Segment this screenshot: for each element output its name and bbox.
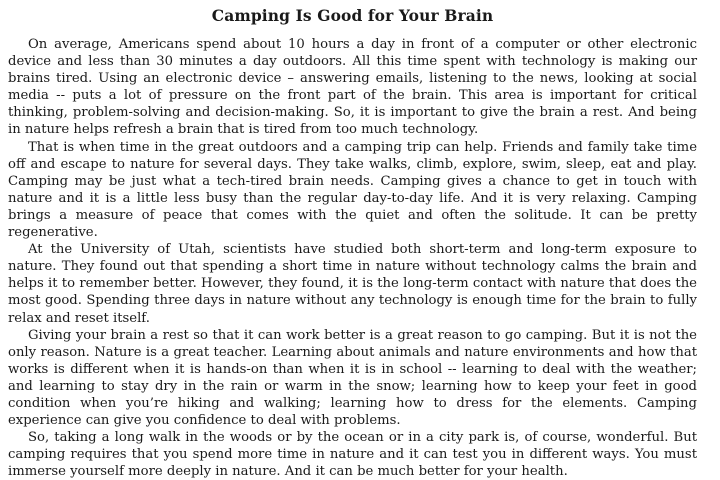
paragraph-2: That is when time in the great outdoors and a camping trip can help. Friends and family take time off and escape to nature for several days. They take walks, climb, explore, swim, sleep, eat and play. Camping may be just what a tech-tired brain needs. Camping gives a chance to get in touch with nature and it is a little less busy than the regular day-to-day life. And it is very relaxing. Camping brings a measure of peace that comes with the quiet and often the solitude. It can be pretty regenerative. [8,139,697,241]
paragraph-3: At the University of Utah, scientists have studied both short-term and long-term exposure to nature. They found out that spending a short time in nature without technology calms the brain and helps it to remember better. However, they found, it is the long-term contact with nature that does the most good. Spending three days in nature without any technology is enough time for the brain to fully relax and reset itself. [8,242,697,326]
paragraph-5: So, taking a long walk in the woods or by the ocean or in a city park is, of course, wonderful. But camping requires that you spend more time in nature and it can test you in different ways. You must immerse yourself more deeply in nature. And it can be much better for your health. [8,430,697,480]
paragraph-1: On average, Americans spend about 10 hours a day in front of a computer or other electronic device and less than 30 minutes a day outdoors. All this time spent with technology is making our brains tired. Using an electronic device – answering emails, listening to the news, looking at social media -- puts a lot of pressure on the front part of the brain. This area is important for critical thinking, problem-solving and decision-making. So, it is important to give the brain a rest. And being in nature helps refresh a brain that is tired from too much technology. [8,37,697,138]
document-title: Camping Is Good for Your Brain [211,6,494,25]
paragraph-4: Giving your brain a rest so that it can work better is a great reason to go camping. But it is not the only reason. Nature is a great teacher. Learning about animals and nature environments and how that works is different when it is hands-on than when it is in school -- learning to deal with the weather; and learning to stay dry in the rain or warm in the snow; learning how to keep your feet in good condition when you’re hiking and walking; learning how to dress for the elements. Camping experience can give you confidence to deal with problems. [8,327,697,429]
